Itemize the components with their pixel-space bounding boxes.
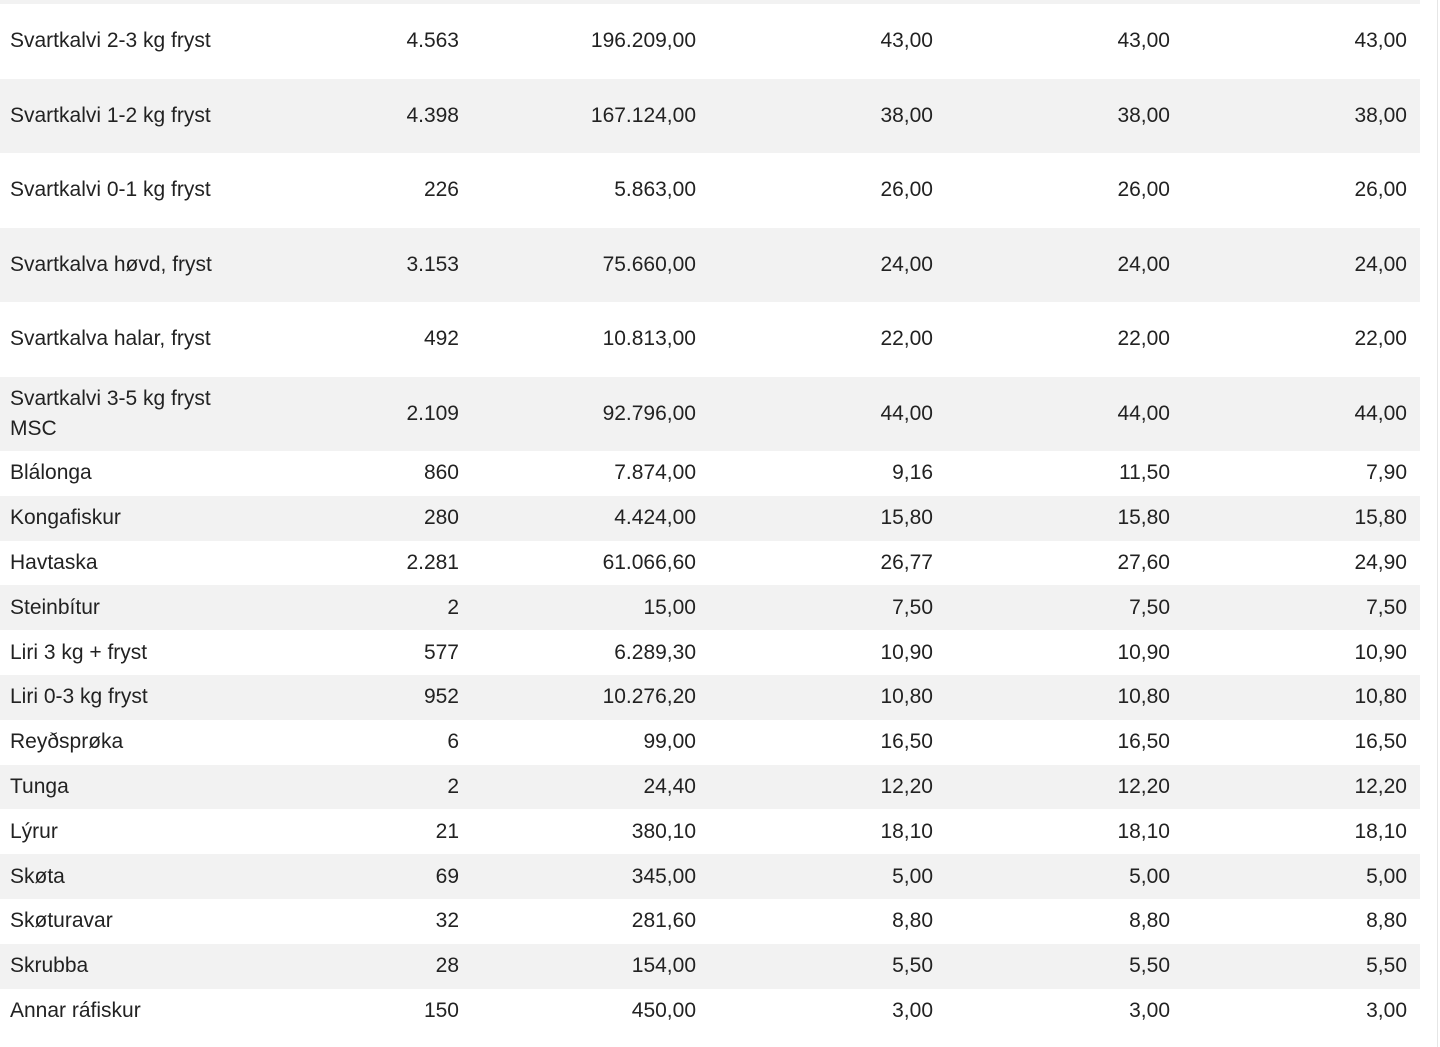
quantity-cell: 952: [423, 685, 459, 709]
table-row: [0, 228, 1420, 303]
total-value-cell: 7.874,00: [614, 461, 696, 485]
quantity-cell: 492: [423, 327, 459, 351]
quantity-cell: 2.281: [406, 550, 459, 574]
max-price-cell: 3,00: [1129, 998, 1170, 1022]
max-price-cell: 16,50: [1117, 730, 1170, 754]
max-price-cell: 15,80: [1117, 506, 1170, 530]
quantity-cell: 28: [435, 954, 459, 978]
min-price-cell: 15,80: [1354, 506, 1407, 530]
min-price-cell: 16,50: [1354, 730, 1407, 754]
min-price-cell: 24,90: [1354, 550, 1407, 574]
max-price-cell: 5,00: [1129, 864, 1170, 888]
product-name-cell: Annar ráfiskur: [10, 998, 141, 1022]
min-price-cell: 10,90: [1354, 640, 1407, 664]
fish-price-table: [0, 4, 1420, 1033]
max-price-cell: 10,90: [1117, 640, 1170, 664]
quantity-cell: 577: [423, 640, 459, 664]
product-name-cell: Lýrur: [10, 819, 58, 843]
quantity-cell: 4.563: [406, 29, 459, 53]
average-price-cell: 44,00: [880, 401, 933, 425]
table-row: [0, 809, 1420, 854]
quantity-cell: 6: [447, 730, 459, 754]
average-price-cell: 12,20: [880, 774, 933, 798]
product-name-cell: Skøta: [10, 864, 65, 888]
total-value-cell: 196.209,00: [590, 29, 696, 53]
max-price-cell: 11,50: [1119, 461, 1170, 485]
table-body: [0, 4, 1420, 1033]
quantity-cell: 32: [435, 909, 459, 933]
min-price-cell: 7,90: [1366, 461, 1407, 485]
table-row: [0, 541, 1420, 586]
total-value-cell: 167.124,00: [590, 103, 696, 127]
table-row: [0, 79, 1420, 154]
table-row: [0, 585, 1420, 630]
product-name-cell: Blálonga: [10, 461, 92, 485]
product-name-cell: Svartkalva høvd, fryst: [10, 252, 212, 276]
total-value-cell: 10.813,00: [602, 327, 696, 351]
table-row: [0, 377, 1420, 452]
min-price-cell: 5,50: [1366, 954, 1407, 978]
table-row: [0, 989, 1420, 1034]
table-row: [0, 854, 1420, 899]
average-price-cell: 3,00: [892, 998, 933, 1022]
product-name-cell: Svartkalva halar, fryst: [10, 327, 211, 351]
quantity-cell: 2.109: [406, 401, 459, 425]
table-row: [0, 899, 1420, 944]
average-price-cell: 7,50: [892, 595, 933, 619]
scrollbar-edge: [1437, 0, 1438, 1047]
table-row: [0, 153, 1420, 228]
min-price-cell: 3,00: [1366, 998, 1407, 1022]
average-price-cell: 9,16: [892, 461, 933, 485]
quantity-cell: 4.398: [406, 103, 459, 127]
max-price-cell: 22,00: [1117, 327, 1170, 351]
product-name-cell: Liri 0-3 kg fryst: [10, 685, 148, 709]
max-price-cell: 12,20: [1117, 774, 1170, 798]
average-price-cell: 15,80: [880, 506, 933, 530]
quantity-cell: 2: [447, 595, 459, 619]
average-price-cell: 16,50: [880, 730, 933, 754]
average-price-cell: 24,00: [880, 252, 933, 276]
average-price-cell: 8,80: [892, 909, 933, 933]
min-price-cell: 10,80: [1354, 685, 1407, 709]
max-price-cell: 5,50: [1129, 954, 1170, 978]
table-row: [0, 630, 1420, 675]
total-value-cell: 10.276,20: [602, 685, 696, 709]
table-row: [0, 944, 1420, 989]
average-price-cell: 18,10: [880, 819, 933, 843]
max-price-cell: 26,00: [1117, 178, 1170, 202]
product-name-cell: Havtaska: [10, 550, 98, 574]
product-name-cell: Svartkalvi 2-3 kg fryst: [10, 29, 211, 53]
min-price-cell: 26,00: [1354, 178, 1407, 202]
product-name-cell: Reyðsprøka: [10, 730, 124, 754]
min-price-cell: 38,00: [1354, 103, 1407, 127]
product-name-cell: Steinbítur: [10, 595, 100, 619]
table-row: [0, 302, 1420, 377]
product-name-cell: Kongafiskur: [10, 506, 121, 530]
quantity-cell: 226: [423, 178, 459, 202]
min-price-cell: 22,00: [1354, 327, 1407, 351]
average-price-cell: 22,00: [880, 327, 933, 351]
product-name-cell: Liri 3 kg + fryst: [10, 640, 148, 664]
min-price-cell: 43,00: [1354, 29, 1407, 53]
total-value-cell: 154,00: [631, 954, 696, 978]
total-value-cell: 24,40: [643, 774, 696, 798]
quantity-cell: 2: [447, 774, 459, 798]
average-price-cell: 10,80: [880, 685, 933, 709]
table-row: [0, 720, 1420, 765]
max-price-cell: 24,00: [1117, 252, 1170, 276]
quantity-cell: 150: [423, 998, 459, 1022]
max-price-cell: 44,00: [1117, 401, 1170, 425]
average-price-cell: 5,00: [892, 864, 933, 888]
max-price-cell: 43,00: [1117, 29, 1170, 53]
max-price-cell: 38,00: [1117, 103, 1170, 127]
average-price-cell: 26,00: [880, 178, 933, 202]
total-value-cell: 61.066,60: [602, 550, 696, 574]
product-name-cell: Skrubba: [10, 954, 89, 978]
min-price-cell: 12,20: [1354, 774, 1407, 798]
quantity-cell: 3.153: [406, 252, 459, 276]
product-name-cell: Svartkalvi 3-5 kg fryst MSC: [10, 386, 211, 440]
table-row: [0, 4, 1420, 79]
average-price-cell: 10,90: [880, 640, 933, 664]
table-row: [0, 765, 1420, 810]
average-price-cell: 5,50: [892, 954, 933, 978]
total-value-cell: 450,00: [631, 998, 696, 1022]
total-value-cell: 92.796,00: [602, 401, 696, 425]
total-value-cell: 6.289,30: [614, 640, 696, 664]
total-value-cell: 380,10: [631, 819, 696, 843]
max-price-cell: 7,50: [1129, 595, 1170, 619]
average-price-cell: 38,00: [880, 103, 933, 127]
quantity-cell: 860: [423, 461, 459, 485]
page-scrollbar[interactable]: [1420, 0, 1440, 1047]
product-name-cell: Tunga: [10, 774, 69, 798]
quantity-cell: 69: [435, 864, 459, 888]
min-price-cell: 24,00: [1354, 252, 1407, 276]
total-value-cell: 281,60: [631, 909, 696, 933]
max-price-cell: 10,80: [1117, 685, 1170, 709]
min-price-cell: 44,00: [1354, 401, 1407, 425]
total-value-cell: 15,00: [643, 595, 696, 619]
min-price-cell: 7,50: [1366, 595, 1407, 619]
product-name-cell: Svartkalvi 0-1 kg fryst: [10, 178, 211, 202]
total-value-cell: 4.424,00: [614, 506, 696, 530]
product-name-cell: Skøturavar: [10, 909, 113, 933]
total-value-cell: 345,00: [631, 864, 696, 888]
max-price-cell: 8,80: [1129, 909, 1170, 933]
quantity-cell: 280: [423, 506, 459, 530]
average-price-cell: 26,77: [880, 550, 933, 574]
min-price-cell: 5,00: [1366, 864, 1407, 888]
min-price-cell: 18,10: [1354, 819, 1407, 843]
max-price-cell: 18,10: [1117, 819, 1170, 843]
quantity-cell: 21: [435, 819, 459, 843]
table-row: [0, 675, 1420, 720]
total-value-cell: 99,00: [643, 730, 696, 754]
average-price-cell: 43,00: [880, 29, 933, 53]
table-row: [0, 451, 1420, 496]
max-price-cell: 27,60: [1117, 550, 1170, 574]
total-value-cell: 5.863,00: [614, 178, 696, 202]
table-row: [0, 496, 1420, 541]
min-price-cell: 8,80: [1366, 909, 1407, 933]
product-name-cell: Svartkalvi 1-2 kg fryst: [10, 103, 211, 127]
total-value-cell: 75.660,00: [602, 252, 696, 276]
